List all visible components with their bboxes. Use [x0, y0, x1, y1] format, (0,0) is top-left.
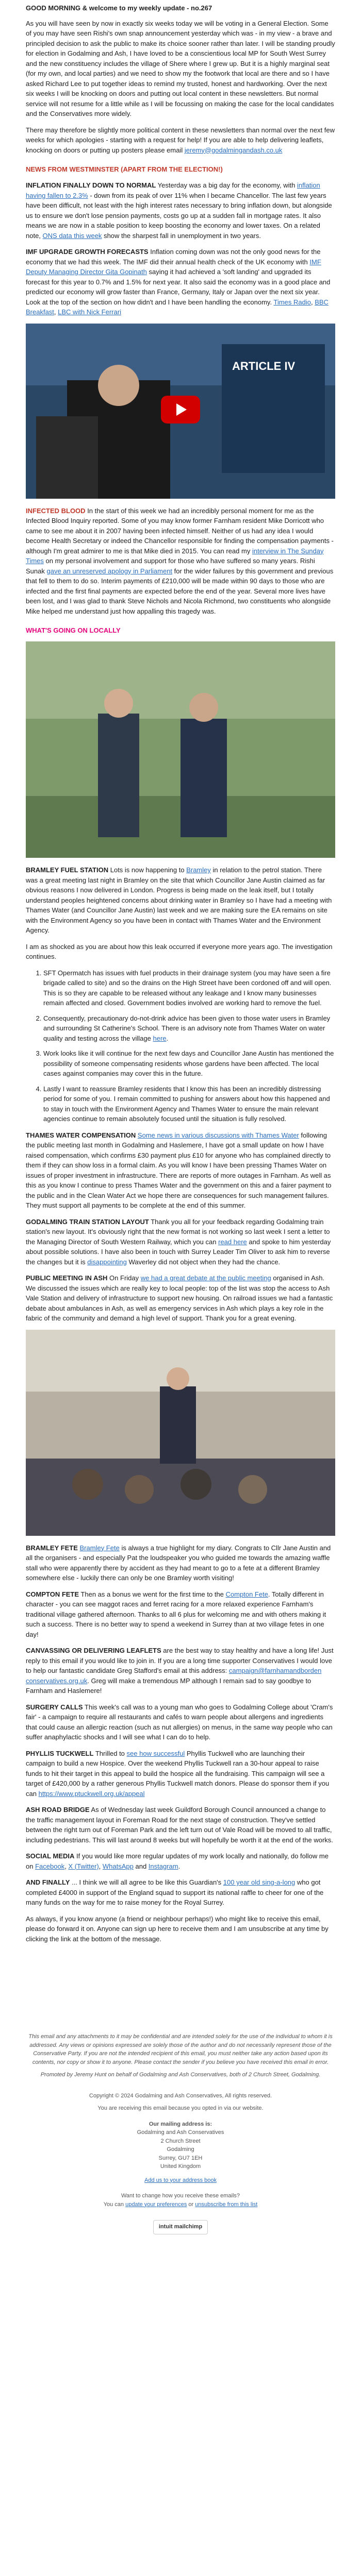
bramley-fuel-lead: BRAMLEY FUEL STATION — [26, 866, 109, 874]
public-meeting-paragraph: PUBLIC MEETING IN ASH On Friday we had a great debate at the public meeting organised in Ash. We discussed the issues which are really key to local people: top of the list was stop the access to Ash Vale Station and delivery of infrastructure to support new housing. On railroad issues we had a fantastic debate about ambulances in Ash, as well as emergency services in Ash which plays a key role in the fabric of the community and demand a high level of support. Thank you for a great evening. — [26, 1274, 333, 1322]
phyllis-link[interactable]: see how successful — [126, 1749, 185, 1757]
address-line: Godalming and Ash Conservatives — [137, 2129, 224, 2136]
campaign-email-link[interactable]: campaign@farnhamandborden conservatives.org.uk — [26, 1667, 322, 1685]
station-layout-lead: GODALMING TRAIN STATION LAYOUT — [26, 1217, 149, 1226]
finally-lead: AND FINALLY — [26, 1878, 70, 1886]
address-book-link[interactable]: Add us to your address book — [144, 2177, 217, 2183]
play-icon[interactable] — [161, 396, 200, 423]
sunday-times-link[interactable]: interview in The Sunday Times — [26, 547, 324, 565]
address-line: United Kingdom — [160, 2163, 201, 2170]
twitter-link[interactable]: X (Twitter) — [68, 1862, 99, 1870]
address-line: 2 Church Street — [160, 2138, 201, 2144]
lbc-link[interactable]: LBC with Nick Ferrari — [58, 308, 121, 316]
surgery-lead: SURGERY CALLS — [26, 1703, 83, 1711]
public-meeting-photo — [26, 1330, 335, 1536]
compton-fete-link[interactable]: Compton Fete — [225, 1590, 268, 1598]
whatsapp-link[interactable]: WhatsApp — [102, 1862, 134, 1870]
instagram-link[interactable]: Instagram — [148, 1862, 178, 1870]
section-heading-local: WHAT'S GOING ON LOCALLY — [26, 626, 121, 634]
public-meeting-lead: PUBLIC MEETING IN ASH — [26, 1274, 108, 1282]
signoff-paragraph: As always, if you know anyone (a friend or neighbour perhaps!) who might like to receive this email, please do forward it on. Anyone can sign up here to receive them and I am unsubscribe at any time by clicking the link at the bottom of the message. — [26, 1914, 329, 1943]
mailing-label: Our mailing address is: — [149, 2121, 212, 2127]
email-link[interactable]: jeremy@godalmingandash.co.uk — [184, 146, 283, 154]
spacer — [26, 1950, 335, 2032]
phyllis-lead: PHYLLIS TUCKWELL — [26, 1749, 94, 1757]
phyllis-appeal-link[interactable]: https://www.ptuckwell.org.uk/appeal — [38, 1789, 145, 1798]
optin-reason: You are receiving this email because you opted in via our website. — [97, 2105, 264, 2111]
unsubscribe-link[interactable]: unsubscribe from this list — [195, 2201, 258, 2208]
surgery-paragraph: SURGERY CALLS This week's call was to a young man who goes to Godalming College about 'Cram's fair' - a campaign to require all restaurants and cafés to warn people about allergens and ingredients that could cause an allergic reaction (such as nut allergies) on menus, in the same way people who can suffer anaphylactic shocks and I will see what I can do to help. — [26, 1703, 333, 1741]
inflation-link[interactable]: inflation having fallen to 2.3% — [26, 181, 320, 199]
compton-fete-paragraph: COMPTON FETE Then as a bonus we went for the first time to the Compton Fete. Totally different in character - you can see maggot races and ferret racing for a more relaxed experience Farnham's traditional village gathered afternoon. Thanks to all 6 plus for welcoming me and with others making it such a success. There is no better way to spend a weekend in Surrey than at two village fetes in one day! — [26, 1590, 326, 1638]
phyllis-paragraph: PHYLLIS TUCKWELL Thrilled to see how successful Phyllis Tuckwell who are launching their campaign to build a new Hospice. Over the weekend Phyllis Tuckwell ran a 30-hour appeal to raise funds to hit their target in this appeal to build the hospice all the fundraising. This campaign will see a target of £420,000 by a rather generous Phyllis Tuckwell match donors. Please do sponsor them if you can https://www.ptuckwell.org.uk/appeal — [26, 1749, 330, 1798]
bramley-link[interactable]: Bramley — [186, 866, 211, 874]
footer — [26, 2032, 335, 2234]
bbc-breakfast-link[interactable]: BBC Breakfast — [26, 298, 329, 316]
inflation-lead: INFLATION FINALLY DOWN TO NORMAL — [26, 181, 156, 189]
mailchimp-badge[interactable]: intuit mailchimp — [153, 2220, 208, 2234]
public-meeting-scene — [26, 1330, 335, 1536]
thames-water-lead: THAMES WATER COMPENSATION — [26, 1131, 136, 1139]
update-preferences-link[interactable]: update your preferences — [125, 2201, 187, 2208]
intro-paragraph-2: There may therefore be slightly more political content in these newsletters than normal over the next few weeks for which apologies - starting with a request for help! If you are able to help delivering leaflets, knocking on doors or putting up posters please email jeremy@godalmingandash.co.uk — [26, 126, 335, 154]
bramley-fuel-paragraph: BRAMLEY FUEL STATION Lots is now happening to Bramley in relation to the petrol station. There was a great meeting last night in Bramley on the site that which Councillor Jane Austin claimed as far obvious reasons I now delivered in London. Progress is being made on the leak itself, but I totally understand peoples heightened concerns about drinking water in Bramley so I have had a meeting with Thames Water (and Councillor Jane Austin) last week and we are making sure the EA remains on site with the Environment Agency so you have been in contact with Thames Water and the Environment Agency. — [26, 866, 332, 934]
promoted-by: Promoted by Jeremy Hunt on behalf of Godalming and Ash Conservatives, both of 2 Church Street, Godalming. — [40, 2072, 321, 2078]
intro-paragraph-1: As you will have seen by now in exactly six weeks today we will be voting in a General Election. Some of you may have seen Rishi's own snap announcement yesterday which was - in my view - a brave and principled decision to ask the public to make its choice sooner rather than later. I will be standing proudly for election in Godalming and Ash, I have loved to be a conscientious local MP for South West Surrey and the new constituency includes the village of Shere where I grew up. But it is a highly marginal seat (for my own, and local parties) and we need to show my the footwork that local are there and so I have asked Richard Lee to put together ideas to remind my trusted, honest and hardworking. Over the next six weeks I will be knocking on doors and putting out local content in these newsletters. But normal service will not resume for a little while as I will be focussing on making the case for the local candidates and the Conservatives more widely. — [26, 19, 335, 117]
bramley-photo-scene — [26, 641, 335, 858]
bramley-photo — [26, 641, 335, 858]
bramley-fuel-list — [26, 968, 335, 1124]
address-line: Surrey, GU7 1EH — [158, 2155, 203, 2161]
ash-road-paragraph: ASH ROAD BRIDGE As of Wednesday last week Guildford Borough Council announced a change to the traffic management layout in Foreman Road for the next stage of construction. They've settled between the right turn out of Foreman Park and the left turn out of Vale Road will be moved to all traffic, including pedestrians. This will last around 8 weeks but will hopefully be worth it at the end of the works. — [26, 1806, 333, 1844]
list-item: 2. Consequently, precautionary do-not-drink advice has been given to those water users in Bramley and surrounding St Catherine's School. There is an advisory note from Thames Water on water quality and testing across the village here. — [43, 1013, 335, 1044]
list-item: 1. SFT Opermatch has issues with fuel products in their drainage system (you may have seen a fire brigade called to site) and so the drains on the High Street have been cordoned off and will open. This is so they are capable to be released without any leakage and I know many businesses remain affected and closed. Government bodies involved are working hard to remove the fuel. — [43, 968, 335, 1008]
email-column — [26, 0, 335, 2234]
canvassing-lead: CANVASSING OR DELIVERING LEAFLETS — [26, 1647, 161, 1654]
apology-link[interactable]: gave an unreserved apology in Parliament — [46, 567, 173, 575]
sing-a-long-link[interactable]: 100 year old sing-a-long — [223, 1878, 296, 1886]
section-heading-westminster: NEWS FROM WESTMINSTER (APART FROM THE ELECTION!) — [26, 165, 223, 173]
thames-water-paragraph: THAMES WATER COMPENSATION Some news in various discussions with Thames Water following the public meeting last month in Godalming and Haslemere, I have got a small update on how I have raised compensation, which confirms £30 payment plus £10 for anyone who has complained directly to them if they can show loss in a formal claim. As you will know I have been pressing Thames Water on issues of proper investment in infrastructure. There are reports of more outages in Farnham. As well as this as you know I continue to press Thames Water and the government on this and a fairer payment to the public and in the Clean Water Act we hope there are consequences for such management failures. They must support all payments to be complete at the end of this summer. — [26, 1131, 332, 1209]
bramley-fuel-paragraph-2: I am as shocked as you are about how this leak occurred if everyone more years ago. The investigation continues. — [26, 942, 333, 960]
imf-link[interactable]: IMF Deputy Managing Director Gita Gopinath — [26, 258, 321, 276]
imf-paragraph: IMF UPGRADE GROWTH FORECASTS Inflation coming down was not the only good news for the economy that we had this week. The IMF did their annual health check of the UK economy with IMF Deputy Managing Director Gita Gopinath saying it had achieved a 'soft landing' and upgraded its forecast for this year to 0.7% and 1.5% for next year. It also said the economy was in a good place and predicted our economy will grow faster than France, Germany, Italy or Japan over the next six year. Look at the top of the section on how didn't and I have been handling the economy. Times Radio, BBC Breakfast, LBC with Nick Ferrari — [26, 248, 331, 316]
facebook-link[interactable]: Facebook — [35, 1862, 65, 1870]
preferences-text: Want to change how you receive these emails? You can update your preferences or unsubscribe from this list — [103, 2193, 258, 2208]
times-radio-link[interactable]: Times Radio — [273, 298, 311, 306]
disclaimer: This email and any attachments to it may be confidential and are intended solely for the use of the individual to whom it is addressed. Any views or opinions expressed are solely those of the author and do not necessarily represent those of the Conservative Party. If you are not the intended recipient of this email, you must neither take any action based upon its contents, nor copy or show it to anyone. Please contact the sender if you believe you have received this email in error. — [28, 2033, 333, 2065]
thames-water-advice-link[interactable]: here — [153, 1034, 167, 1042]
thames-water-link[interactable]: Some news in various discussions with Thames Water — [137, 1131, 299, 1139]
social-paragraph: SOCIAL MEDIA If you would like more regular updates of my work locally and nationally, do follow me on Facebook, X (Twitter), WhatsApp and Instagram. — [26, 1852, 329, 1870]
address-line: Godalming — [167, 2146, 194, 2153]
ons-data-link[interactable]: ONS data this week — [42, 231, 102, 240]
station-layout-paragraph: GODALMING TRAIN STATION LAYOUT Thank you all for your feedback regarding Godalming train station's new layout. It's obviously right that the new format is not working so last week I sent a letter to the Managing Director of South Western Railway, which you can read here and spoke to him yesterday about possible solutions. I have also been in touch with Surrey Leader Tim Oliver to ask him to reverse the changes but it is disappointing Waverley did not object when they had the chance. — [26, 1217, 331, 1266]
finally-paragraph: AND FINALLY ... I think we will all agree to be like this Guardian's 100 year old sing-a-long who got completed £4000 in support of the England squad to support its national raffle to cheer for one of the many funds on the way for me to raise money for the Royal Surrey. — [26, 1878, 324, 1906]
compton-fete-lead: COMPTON FETE — [26, 1590, 79, 1598]
read-here-link[interactable]: read here — [218, 1238, 247, 1246]
canvassing-paragraph: CANVASSING OR DELIVERING LEAFLETS are the best way to stay healthy and have a long life! Just reply to this email if you would like to join in. If you are a long time supporter Conservatives I would love to help our fantastic candidate Greg Stafford's email at this address: campaign@farnhamandborden conservatives.org.uk. Greg will make a tremendous MP although I remain sad to say goodbye to Farnham and Haslemere! — [26, 1647, 334, 1694]
social-lead: SOCIAL MEDIA — [26, 1852, 75, 1860]
infected-blood-paragraph: INFECTED BLOOD In the start of this week we had an incredibly personal moment for me as the Infected Blood Inquiry reported. Some of you may know former Farnham resident Mike Dorricott who came to see me about it in 2007 having been infected himself. Neither of us had any idea I would become Health Secretary or indeed the Chancellor responsible for finding the compensation payments - although I'm great admirer to me is that Mike died in 2015. You can read my interview in The Sunday Times on my personal involvement and support for those who have suffered so many years. Rishi Sunak gave an unreserved apology in Parliament for the wider failures by this government and previous that fell to them to do so. Interim payments of £210,000 will be made within 90 days to those who are infected and the first final payments are expected before the end of the year. Several more lives have been lost, and I was glad to thank Steve Nichols and Nicola Richmond, two constituents who alongside Mike helped me understand just how appalling this tragedy was. — [26, 506, 334, 615]
ash-road-lead: ASH ROAD BRIDGE — [26, 1806, 90, 1814]
public-meeting-link[interactable]: we had a great debate at the public meeting — [140, 1274, 271, 1282]
inflation-paragraph: INFLATION FINALLY DOWN TO NORMAL Yesterday was a big day for the economy, with inflation having fallen to 2.3% - down from its peak of over 11% when I became Chancellor. The last few years have been difficult, not least with the high interest rates necessary to bring inflation down, but alongside us to ensure we don't lose pension payments, costs go up at a sudden fall in mortgage rates. It also means we are now in a stable position to keep boosting the economy and lower taxes. On a related note, ONS data this week show the sharpest fall in unemployment in two years. — [26, 181, 332, 240]
copyright: Copyright © 2024 Godalming and Ash Conservatives, All rights reserved. — [89, 2092, 272, 2099]
list-item: 3. Work looks like it will continue for the next few days and Councillor Jane Austin has mentioned the possibility of someone compensating residents whose gardens have been affected. The local cases against companies may cover this in the future. — [43, 1048, 335, 1079]
imf-lead: IMF UPGRADE GROWTH FORECASTS — [26, 248, 149, 256]
video-thumbnail[interactable] — [26, 324, 335, 499]
bramley-fete-lead: BRAMLEY FETE — [26, 1544, 78, 1552]
video-sign-text: ARTICLE IV — [232, 359, 296, 372]
infected-blood-lead: INFECTED BLOOD — [26, 506, 86, 515]
disappointing-link[interactable]: disappointing — [87, 1258, 127, 1266]
list-item: 4. Lastly I want to reassure Bramley residents that I know this has been an incredibly distressing period for some of you. I remain committed to pushing for answers about how this happened and to stay in touch with the Environment Agency and Thames Water to ensure the main relevant agencies continue to remain absolutely focused until the situation is fully resolved. — [43, 1084, 335, 1124]
bramley-fete-paragraph: BRAMLEY FETE Bramley Fete is always a true highlight for my diary. Congrats to Cllr Jane Austin and all the organisers - and especially Pat the loudspeaker you who guided me towards the amazing waffle stall who were apparently there by accident as they had meant to go to a fete at a different Bramley somewhere else - luckily there can only be one Bramley worth visiting! — [26, 1544, 331, 1582]
bramley-fete-link[interactable]: Bramley Fete — [79, 1544, 120, 1552]
greeting: GOOD MORNING & welcome to my weekly update - no.267 — [26, 4, 212, 12]
